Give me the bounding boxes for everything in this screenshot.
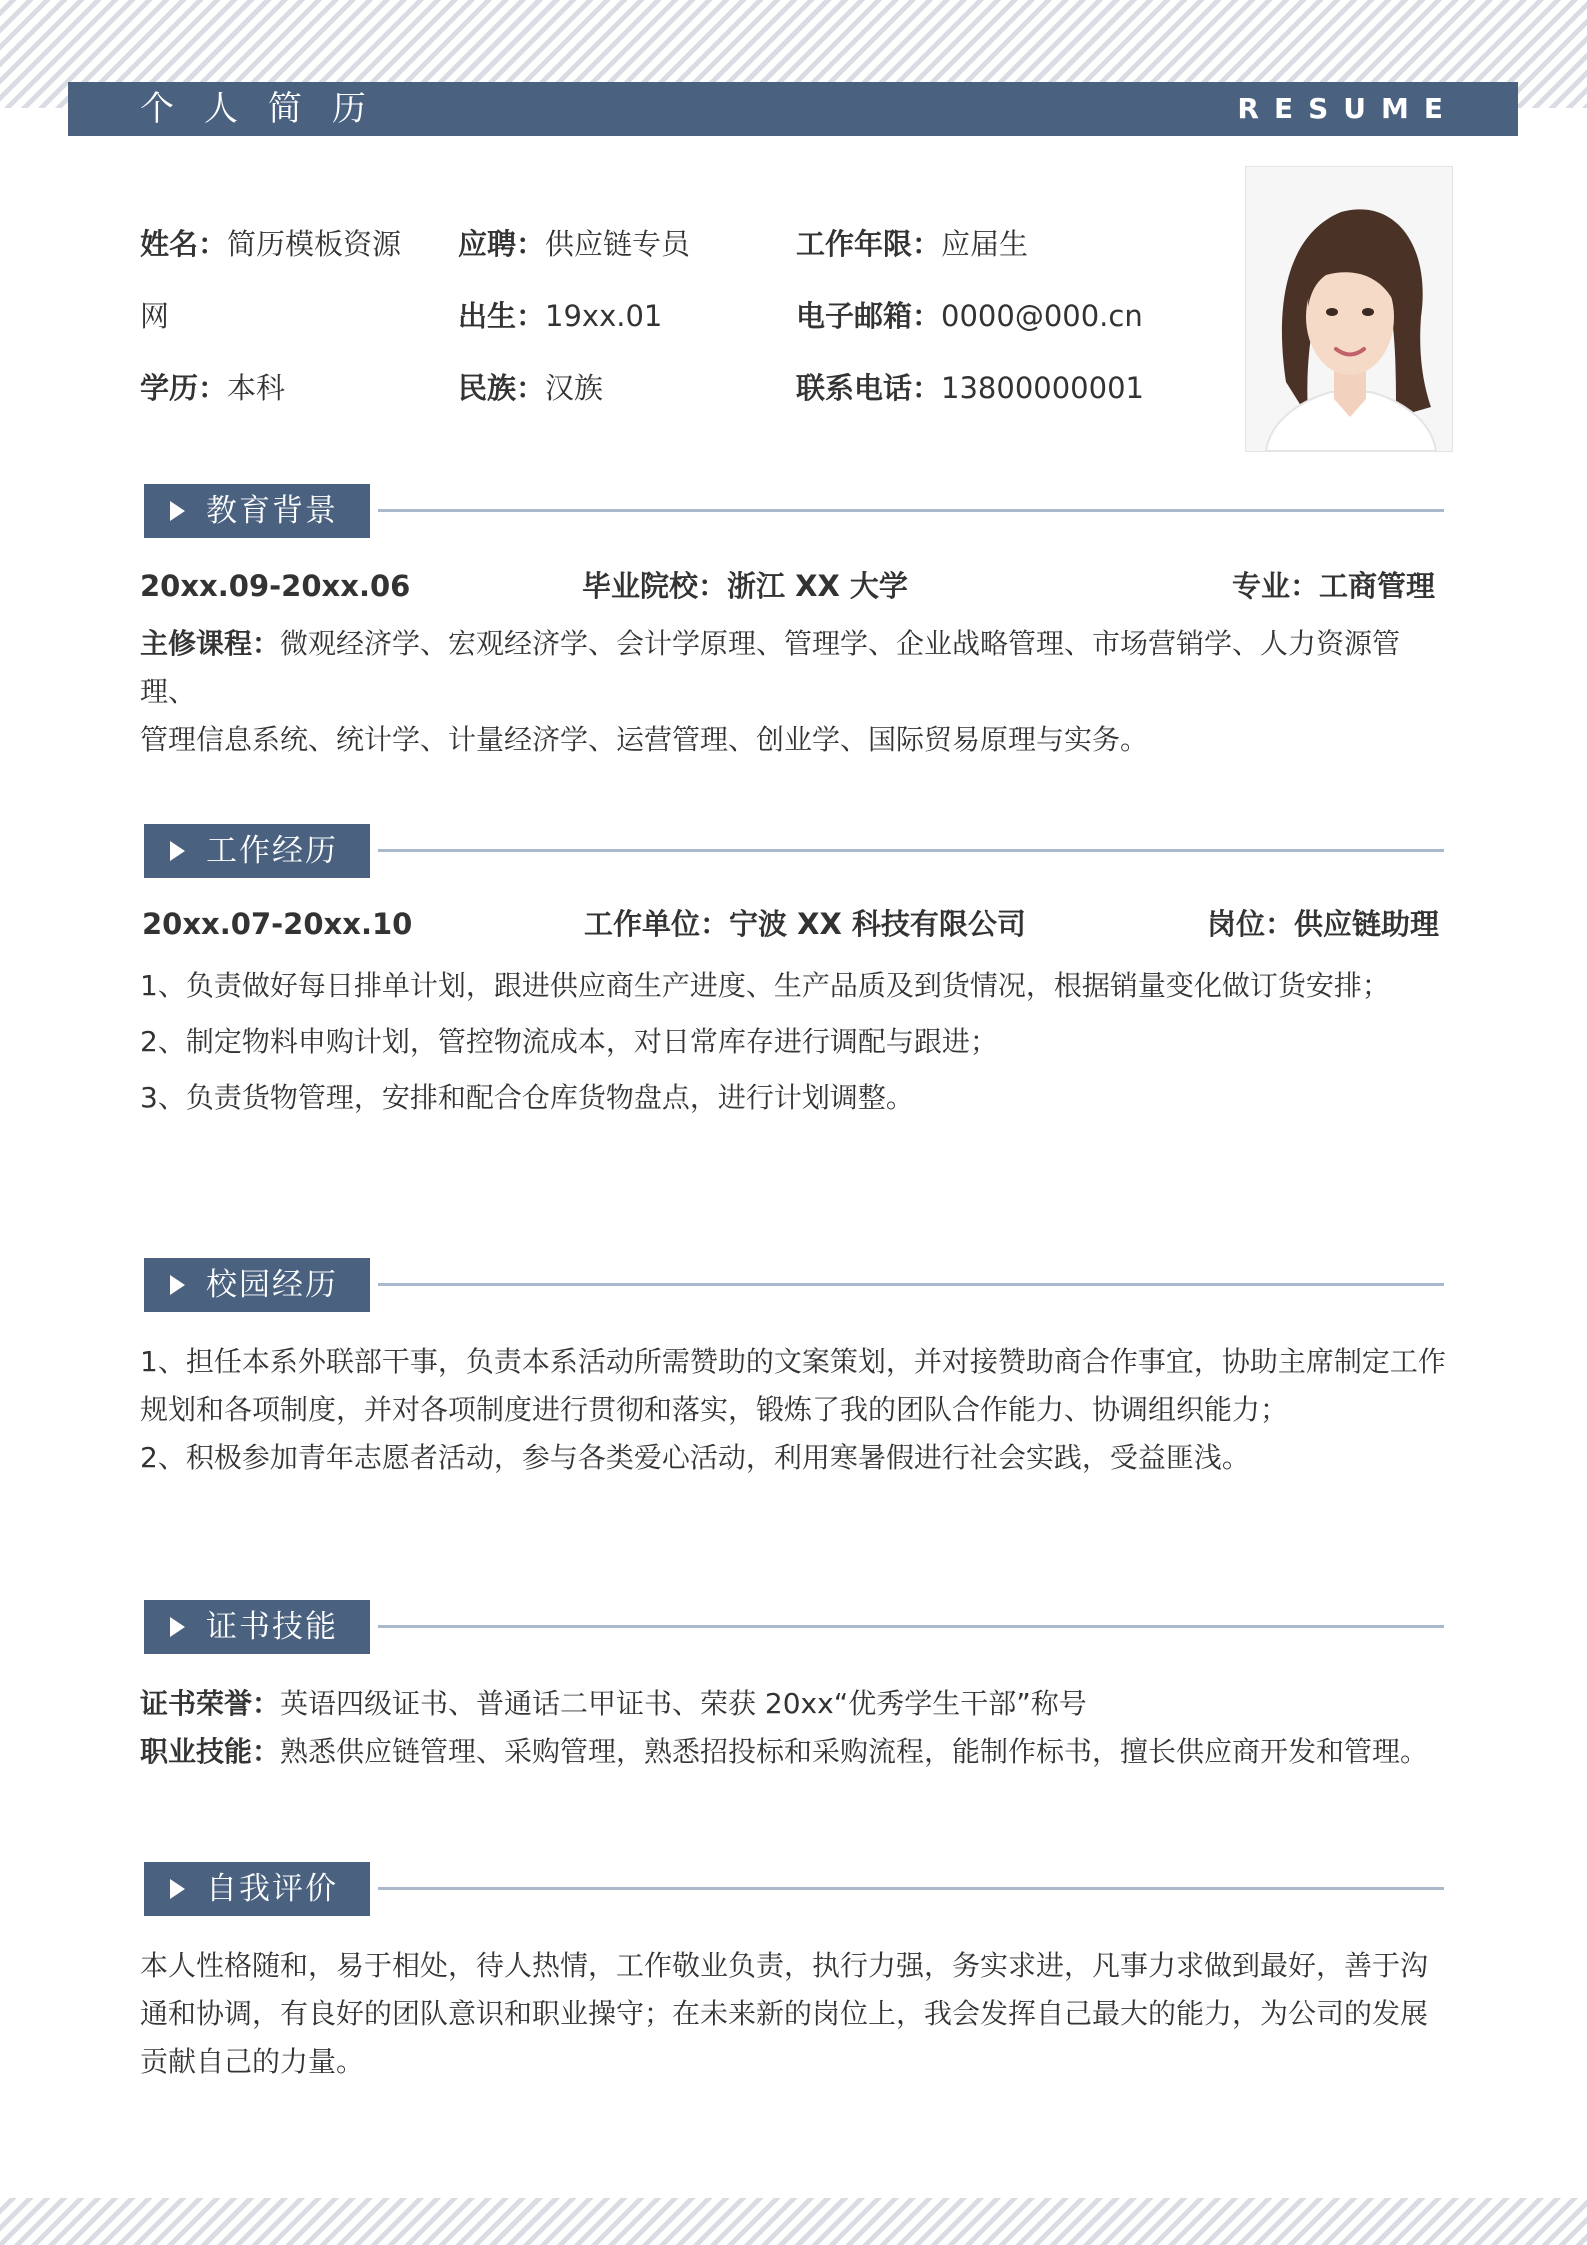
ethnic-label: 民族：: [458, 371, 546, 405]
self-line: 通和协调，有良好的团队意识和职业操守；在未来新的岗位上，我会发挥自己最大的能力，为公司的发展: [140, 1997, 1429, 2030]
info-birth: [458, 298, 662, 334]
name-value: 简历模板资源: [227, 227, 402, 261]
education-major: 专业：工商管理: [1231, 569, 1435, 603]
section-rule-campus: [378, 1283, 1444, 1286]
campus-line: 1、担任本系外联部干事，负责本系活动所需赞助的文案策划，并对接赞助商合作事宜，协助主席制定工作: [140, 1345, 1446, 1378]
courses-line-2: 管理信息系统、统计学、计量经济学、运营管理、创业学、国际贸易原理与实务。: [140, 723, 1149, 756]
info-years: [796, 226, 1028, 262]
courses-label: 主修课程：: [140, 627, 281, 660]
edu-label: 学历：: [140, 371, 228, 405]
bottom-stripe-decoration: [0, 2198, 1587, 2245]
header-bar: [68, 82, 1518, 136]
education-period: 20xx.09-20xx.06: [140, 569, 411, 603]
email-label: 电子邮箱：: [796, 299, 942, 333]
work-period: 20xx.07-20xx.10: [142, 907, 413, 941]
skill-line: [140, 1728, 1450, 1776]
phone-value: 13800000001: [941, 371, 1144, 405]
work-company: 工作单位：宁波 XX 科技有限公司: [584, 907, 1026, 941]
list-item: 3、负责货物管理，安排和配合仓库货物盘点，进行计划调整。: [140, 1081, 914, 1114]
birth-label: 出生：: [458, 299, 546, 333]
section-title-education: 教育背景: [206, 493, 338, 529]
phone-label: 联系电话：: [796, 371, 942, 405]
info-job: [458, 226, 690, 262]
edu-value: 本科: [227, 371, 286, 405]
email-value: 0000@000.cn: [941, 299, 1143, 333]
section-header-self: [144, 1862, 370, 1916]
self-line: 贡献自己的力量。: [140, 2045, 365, 2078]
portrait-illustration: [1246, 167, 1452, 451]
section-title-self: 自我评价: [206, 1871, 338, 1907]
campus-line: 2、积极参加青年志愿者活动，参与各类爱心活动，利用寒暑假进行社会实践，受益匪浅。: [140, 1441, 1250, 1474]
section-title-campus: 校园经历: [206, 1267, 338, 1303]
education-courses: [140, 620, 1450, 764]
cert-value: 英语四级证书、普通话二甲证书、荣获 20xx“优秀学生干部”称号: [280, 1687, 1087, 1720]
list-item: 2、制定物料申购计划，管控物流成本，对日常库存进行调配与跟进；: [140, 1025, 998, 1058]
skill-value: 熟悉供应链管理、采购管理，熟悉招投标和采购流程，能制作标书，擅长供应商开发和管理。: [280, 1735, 1429, 1768]
triangle-right-icon: [170, 1275, 185, 1295]
birth-value: 19xx.01: [545, 299, 663, 333]
triangle-right-icon: [170, 1879, 185, 1899]
work-duties: [140, 958, 1450, 1126]
campus-line: 规划和各项制度，并对各项制度进行贯彻和落实，锻炼了我的团队合作能力、协调组织能力；: [140, 1393, 1289, 1426]
list-item: 1、负责做好每日排单计划，跟进供应商生产进度、生产品质及到货情况，根据销量变化做订货安排；: [140, 969, 1390, 1002]
years-label: 工作年限：: [796, 227, 942, 261]
info-phone: [796, 370, 1144, 406]
job-label: 应聘：: [458, 227, 546, 261]
section-rule-self: [378, 1887, 1444, 1890]
education-school: 毕业院校：浙江 XX 大学: [582, 569, 908, 603]
self-line: 本人性格随和，易于相处，待人热情，工作敬业负责，执行力强，务实求进，凡事力求做到最好，善于沟: [140, 1949, 1429, 1982]
years-value: 应届生: [941, 227, 1029, 261]
section-title-work: 工作经历: [206, 833, 338, 869]
courses-value: 微观经济学、宏观经济学、会计学原理、管理学、企业战略管理、市场营销学、人力资源管理、: [140, 627, 1401, 708]
triangle-right-icon: [170, 1617, 185, 1637]
info-education: [140, 370, 285, 406]
page-title: 个人简历: [140, 89, 396, 129]
info-name-cont: [140, 298, 169, 334]
self-evaluation: [140, 1942, 1450, 2086]
section-title-skills: 证书技能: [206, 1609, 338, 1645]
triangle-right-icon: [170, 841, 185, 861]
info-ethnic: [458, 370, 603, 406]
info-name: [140, 226, 401, 262]
profile-photo: [1245, 166, 1453, 452]
info-email: [796, 298, 1143, 334]
work-position: 岗位：供应链助理: [1206, 907, 1439, 941]
section-header-campus: [144, 1258, 370, 1312]
campus-experience: [140, 1338, 1450, 1482]
section-header-education: [144, 484, 370, 538]
cert-line: [140, 1680, 1450, 1728]
courses-line-1: [140, 620, 1450, 716]
resume-label: RESUME: [1237, 92, 1458, 125]
skills-content: [140, 1680, 1450, 1776]
section-header-skills: [144, 1600, 370, 1654]
section-rule-work: [378, 849, 1444, 852]
section-header-work: [144, 824, 370, 878]
cert-label: 证书荣誉：: [140, 1687, 281, 1720]
skill-label: 职业技能：: [140, 1735, 281, 1768]
triangle-right-icon: [170, 501, 185, 521]
job-value: 供应链专员: [545, 227, 691, 261]
name-value-cont: 网: [140, 299, 170, 333]
section-rule-skills: [378, 1625, 1444, 1628]
name-label: 姓名：: [140, 227, 228, 261]
section-rule-education: [378, 509, 1444, 512]
ethnic-value: 汉族: [545, 371, 604, 405]
